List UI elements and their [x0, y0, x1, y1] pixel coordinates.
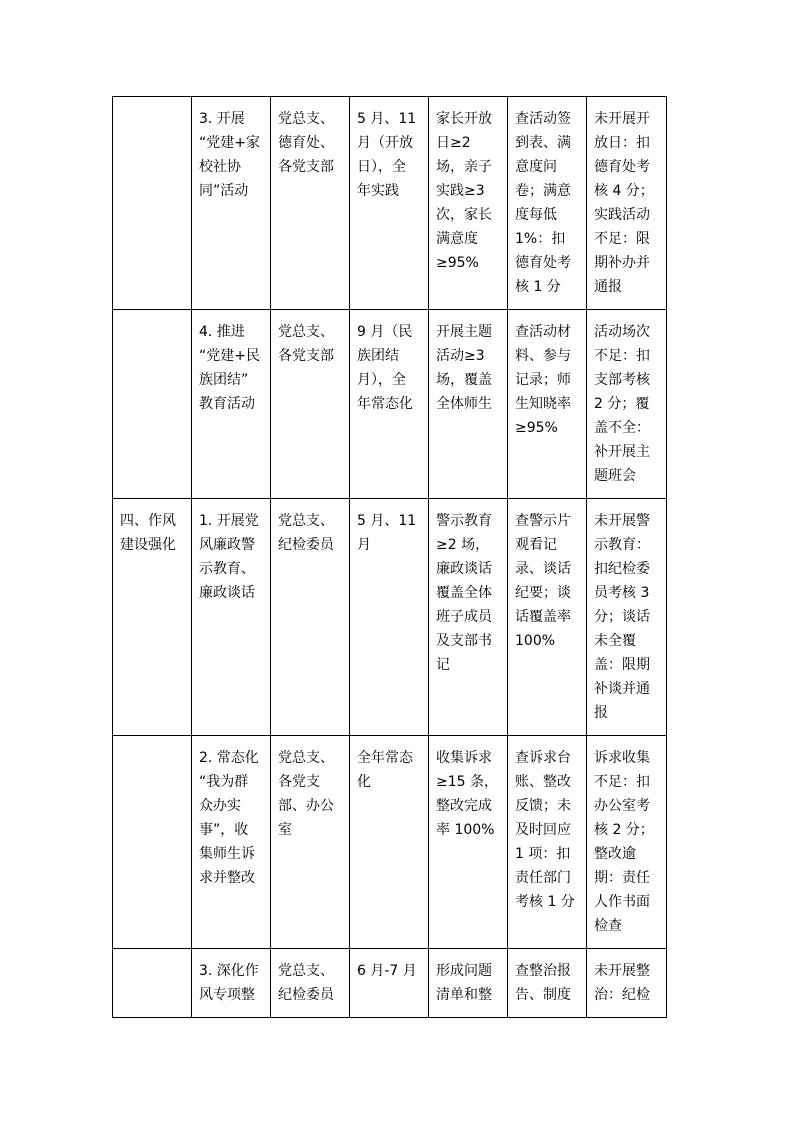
category-cell: [113, 949, 192, 1018]
penalty-cell: 未开展整 治：纪检: [587, 949, 667, 1018]
owner-cell: 党总支、 纪检委员: [271, 949, 350, 1018]
time-cell: 9 月（民 族团结 月），全 年常态化: [350, 310, 429, 499]
owner-cell: 党总支、 各党支 部、办公 室: [271, 736, 350, 949]
task-cell: 3. 深化作 风专项整: [192, 949, 271, 1018]
task-cell: 2. 常态化 “我为群 众办实 事”，收 集师生诉 求并整改: [192, 736, 271, 949]
task-cell: 4. 推进 “党建+民 族团结” 教育活动: [192, 310, 271, 499]
time-cell: 5 月、11 月（开放 日），全 年实践: [350, 97, 429, 310]
check-cell: 查整治报 告、制度: [508, 949, 587, 1018]
penalty-cell: 诉求收集 不足：扣 办公室考 核 2 分； 整改逾 期：责任 人作书面 检查: [587, 736, 667, 949]
category-cell: 四、作风 建设强化: [113, 499, 192, 736]
target-cell: 收集诉求 ≥15 条， 整改完成 率 100%: [429, 736, 508, 949]
work-plan-table: [112, 96, 667, 1018]
table-row: [113, 949, 667, 1018]
task-cell: 1. 开展党 风廉政警 示教育、 廉政谈话: [192, 499, 271, 736]
category-cell: [113, 97, 192, 310]
category-cell: [113, 310, 192, 499]
target-cell: 开展主题 活动≥3 场，覆盖 全体师生: [429, 310, 508, 499]
time-cell: 5 月、11 月: [350, 499, 429, 736]
table-row: [113, 736, 667, 949]
time-cell: 6 月-7 月: [350, 949, 429, 1018]
owner-cell: 党总支、 德育处、 各党支部: [271, 97, 350, 310]
penalty-cell: 未开展警 示教育： 扣纪检委 员考核 3 分；谈话 未全覆 盖：限期 补谈并通 报: [587, 499, 667, 736]
category-cell: [113, 736, 192, 949]
target-cell: 家长开放 日≥2 场，亲子 实践≥3 次，家长 满意度 ≥95%: [429, 97, 508, 310]
table-row: [113, 97, 667, 310]
penalty-cell: 活动场次 不足：扣 支部考核 2 分；覆 盖不全： 补开展主 题班会: [587, 310, 667, 499]
check-cell: 查活动材 料、参与 记录；师 生知晓率 ≥95%: [508, 310, 587, 499]
owner-cell: 党总支、 纪检委员: [271, 499, 350, 736]
check-cell: 查活动签 到表、满 意度问 卷；满意 度每低 1%：扣 德育处考 核 1 分: [508, 97, 587, 310]
target-cell: 警示教育 ≥2 场， 廉政谈话 覆盖全体 班子成员 及支部书 记: [429, 499, 508, 736]
owner-cell: 党总支、 各党支部: [271, 310, 350, 499]
check-cell: 查诉求台 账、整改 反馈；未 及时回应 1 项：扣 责任部门 考核 1 分: [508, 736, 587, 949]
target-cell: 形成问题 清单和整: [429, 949, 508, 1018]
check-cell: 查警示片 观看记 录、谈话 纪要；谈 话覆盖率 100%: [508, 499, 587, 736]
penalty-cell: 未开展开 放日：扣 德育处考 核 4 分； 实践活动 不足：限 期补办并 通报: [587, 97, 667, 310]
time-cell: 全年常态 化: [350, 736, 429, 949]
table-row: [113, 310, 667, 499]
table-row: [113, 499, 667, 736]
task-cell: 3. 开展 “党建+家 校社协 同”活动: [192, 97, 271, 310]
